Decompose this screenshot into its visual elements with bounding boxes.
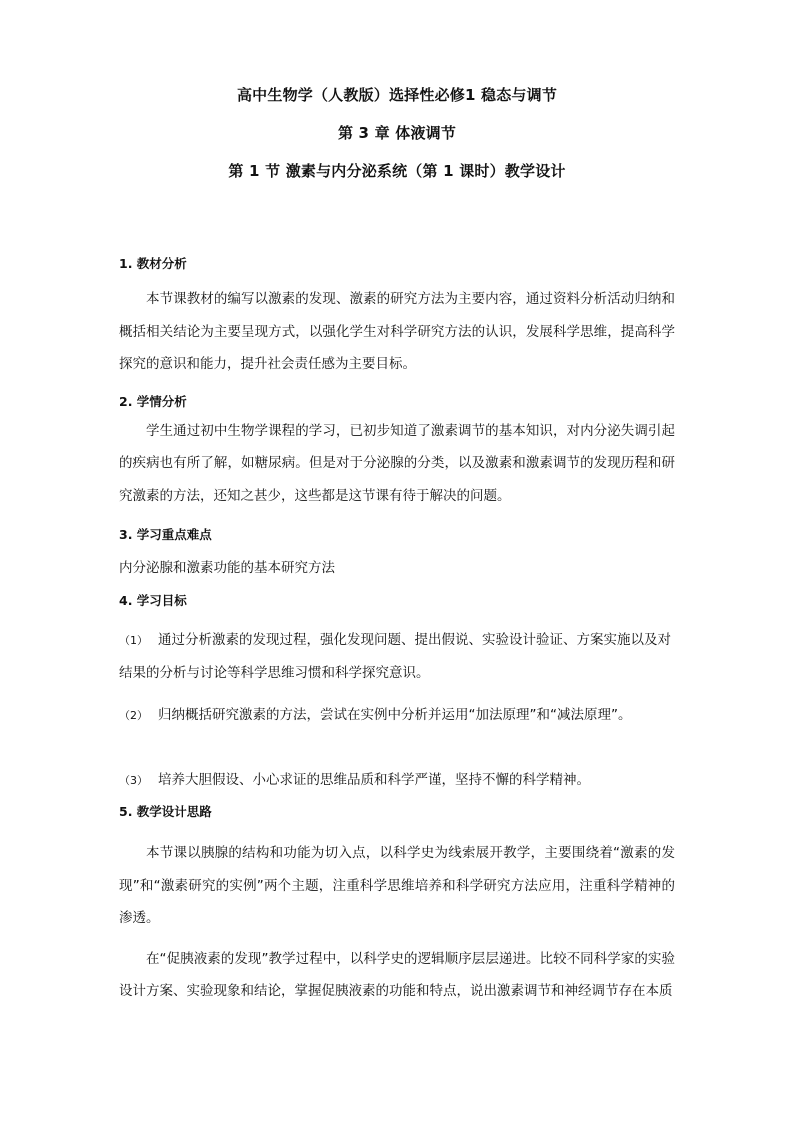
section-heading-textbook-analysis: 1. 教材分析 xyxy=(119,256,187,271)
section-heading-learning-goals: 4. 学习目标 xyxy=(119,593,187,608)
learning-goal-item xyxy=(119,764,675,797)
goal-text: 归纳概括研究激素的方法，尝试在实例中分析并运用“加法原理”和“减法原理”。 xyxy=(158,707,632,723)
section-heading-learner-analysis: 2. 学情分析 xyxy=(119,393,187,409)
learning-goal-item xyxy=(119,699,675,732)
chapter-title: 第 3 章 体液调节 xyxy=(337,124,457,142)
section-heading-design-ideas: 5. 教学设计思路 xyxy=(119,804,212,819)
goal-text: 通过分析激素的发现过程，强化发现问题、提出假说、实验设计验证、方案实施以及对结果的分析与讨论等科学思维习惯和科学探究意识。 xyxy=(119,632,671,681)
goal-number: （3） xyxy=(119,774,148,787)
goal-text: 培养大胆假设、小心求证的思维品质和科学严谨，坚持不懈的科学精神。 xyxy=(158,772,590,788)
learning-goal-item xyxy=(119,624,675,689)
section-heading-key-points: 3. 学习重点难点 xyxy=(119,527,212,542)
goal-number: （2） xyxy=(119,709,148,722)
design-ideas-paragraph-2: 在“促胰液素的发现”教学过程中，以科学史的逻辑顺序层层递进。比较不同科学家的实验设计方案、实验现象和结论，掌握促胰液素的功能和特点，说出激素调节和神经调节存在本质 xyxy=(119,950,675,999)
key-points-text: 内分泌腺和激素功能的基本研究方法 xyxy=(119,560,335,576)
design-ideas-paragraph: 本节课以胰腺的结构和功能为切入点，以科学史为线索展开教学，主要围绕着“激素的发现”和“激素研究的实例”两个主题，注重科学思维培养和科学研究方法应用，注重科学精神的渗透。 xyxy=(119,845,675,926)
course-title: 高中生物学（人教版）选择性必修1 稳态与调节 xyxy=(236,86,558,104)
section-title: 第 1 节 激素与内分泌系统（第 1 课时）教学设计 xyxy=(228,162,566,180)
title-block xyxy=(119,0,675,182)
goal-number: （1） xyxy=(119,634,148,647)
textbook-analysis-paragraph: 本节课教材的编写以激素的发现、激素的研究方法为主要内容，通过资料分析活动归纳和概括相关结论为主要呈现方式，以强化学生对科学研究方法的认识，发展科学思维，提高科学探究的意识和能力，提升社会责任感为主要目标。 xyxy=(119,291,675,372)
learner-analysis-paragraph: 学生通过初中生物学课程的学习，已初步知道了激素调节的基本知识，对内分泌失调引起的疾病也有所了解，如糖尿病。但是对于分泌腺的分类，以及激素和激素调节的发现历程和研究激素的方法，还知之甚少，这些都是这节课有待于解决的问题。 xyxy=(119,422,675,504)
